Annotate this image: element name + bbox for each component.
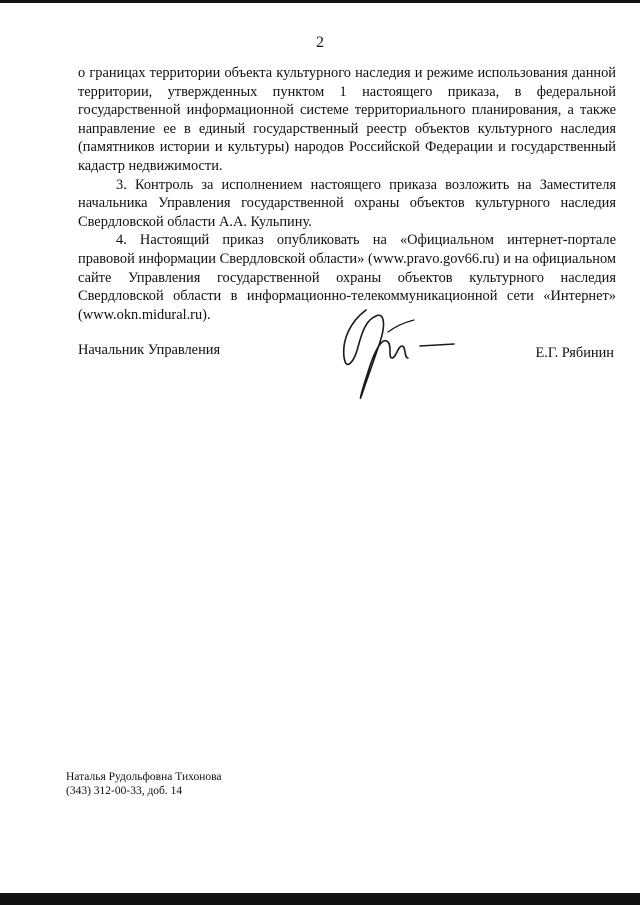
handwritten-signature xyxy=(336,302,466,422)
contact-person: Наталья Рудольфовна Тихонова xyxy=(66,771,222,783)
paragraph-4: 4. Настоящий приказ опубликовать на «Официальном интернет-портале правовой информации Свердловской области» (www.pravo.gov66.ru) и на официальном сайте Управления государственной охраны объектов культурного наследия Свердловской области в информационно-телекоммуникационной сети «Интернет» (www.okn.midural.ru). xyxy=(78,232,616,323)
signatory-title: Начальник Управления xyxy=(78,342,221,358)
page-number: 2 xyxy=(316,34,324,51)
contact-info xyxy=(66,770,222,798)
signature-block xyxy=(78,340,616,430)
contact-phone: (343) 312-00-33, доб. 14 xyxy=(66,785,183,797)
paragraph-1: о границах территории объекта культурного наследия и режиме использования данной территории, утвержденных пунктом 1 настоящего приказа, в федеральной государственной информационной системе территориального планирования, а также направление ее в единый государственный реестр объектов культурного наследия (памятников истории и культуры) народов Российской Федерации и государственный кадастр недвижимости. xyxy=(78,65,616,174)
document-body xyxy=(78,64,616,324)
scan-bottom-edge xyxy=(0,893,640,905)
scan-top-edge xyxy=(0,0,640,3)
signatory-name: Е.Г. Рябинин xyxy=(535,345,614,361)
paragraph-3: 3. Контроль за исполнением настоящего приказа возложить на Заместителя начальника Управления государственной охраны объектов культурного наследия Свердловской области А.А. Кульпину. xyxy=(78,176,616,230)
